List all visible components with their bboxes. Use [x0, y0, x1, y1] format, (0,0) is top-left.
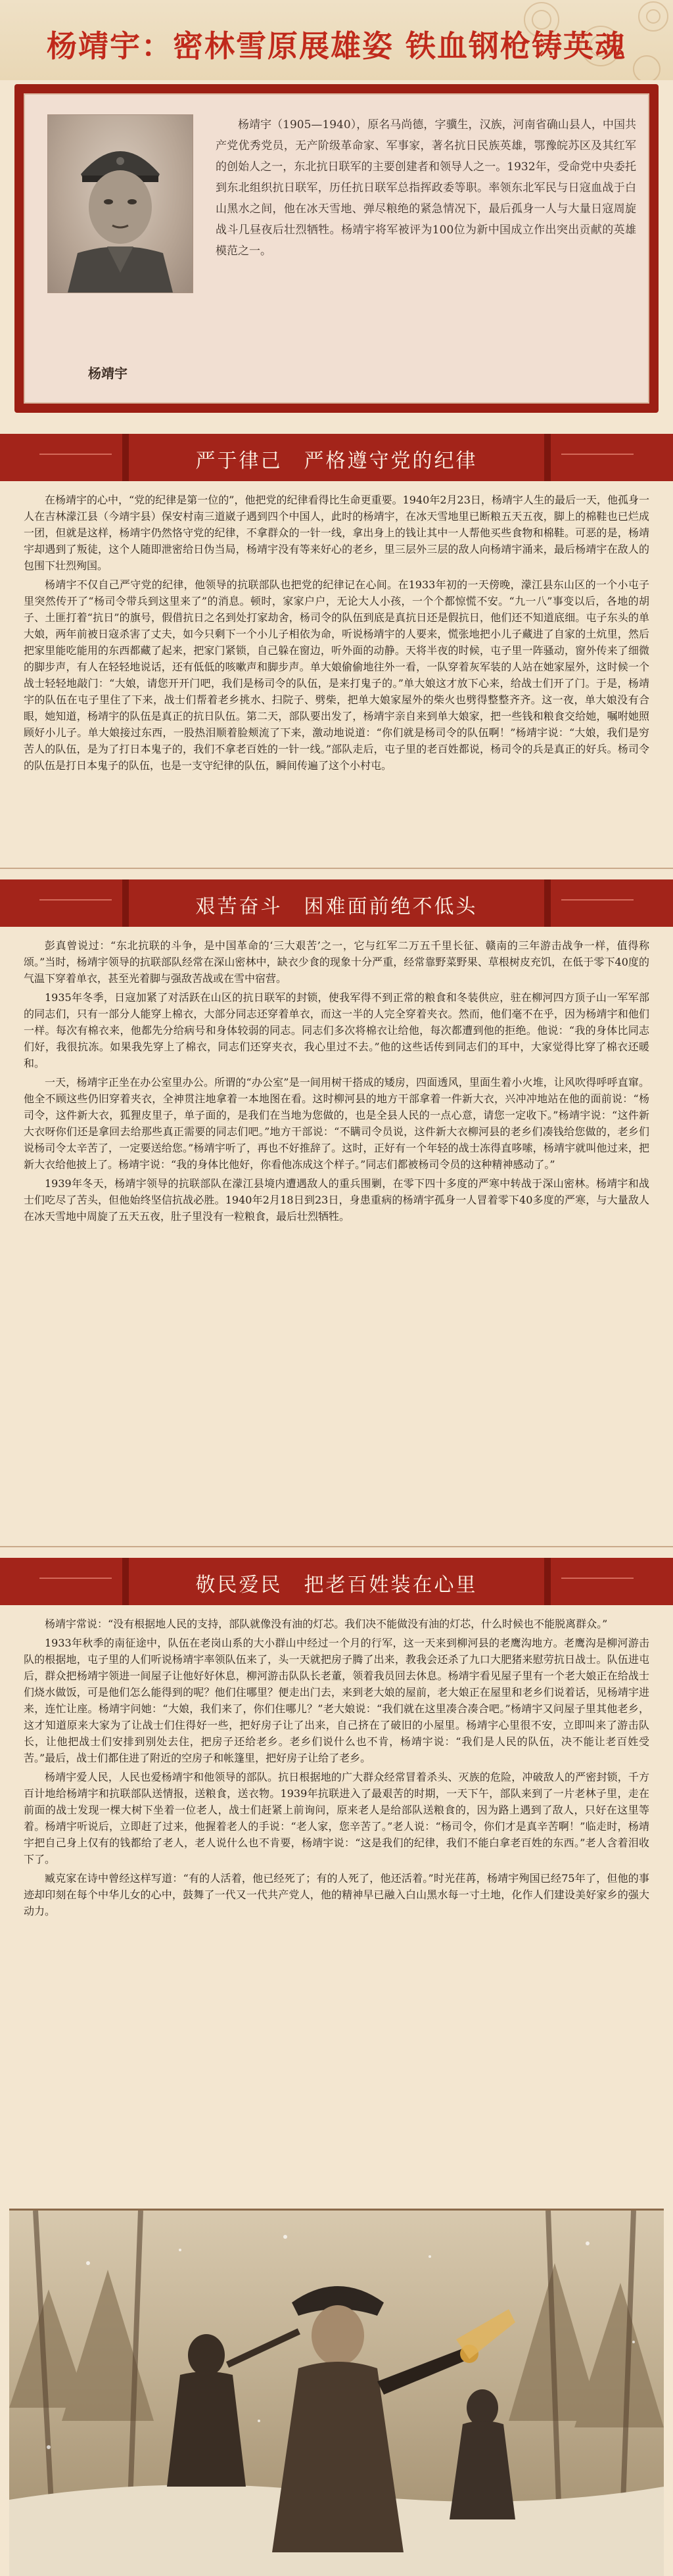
- paragraph: 杨靖宇不仅自己严守党的纪律，他领导的抗联部队也把党的纪律记在心间。在1933年初的一天傍晚，濛江县东山区的一个小屯子里突然传开了“杨司令带兵到这里来了”的消息。顿时，家家户户，无论大人小孩，一个个都惊慌不安。“九一八”事变以后，各地的胡子、土匪打着“抗日”的旗号，假借抗日之名到处打家劫舍，杨司令的队伍到底是真抗日还是假抗日，他们还不知道底细。屯子东头的单大娘，两年前被日寇杀害了丈夫，如今只剩下一个小儿子相依为命，听说杨靖宇的人要来，慌张地把小儿子藏进了自家的土炕里，然后把家里能吃能用的东西都藏了起来，把家门紧锁，自己躲在窗边，听外面的动静。天将半夜的时候，屯子里一阵骚动，窗外传来了细微的脚步声，有人在轻轻地说话，还有低低的咳嗽声和脚步声。单大娘偷偷地往外一看，一队穿着灰军装的人站在她家屋外，这时候一个战士轻轻地敲门：“大娘，请您开开门吧，我们是杨司令的队伍，是来打鬼子的。”单大娘这才放下心来，给战士们开了门。于是，杨靖宇的队伍在屯子里住了下来，战士们帮着老乡挑水、扫院子、劈柴，把单大娘家屋外的柴火也劈得整整齐齐。这一夜，单大娘没有合眼，她知道，杨靖宇的队伍是真正的抗日队伍。第二天，部队要出发了，杨靖宇亲自来到单大娘家，把一些钱和粮食交给她，嘱咐她照顾好小儿子。单大娘接过东西，一股热泪顺着脸颊流了下来，激动地说道：“你们就是杨司令的队伍啊！”杨靖宇说：“大娘，我们是穷苦人的队伍，是为了打日本鬼子的，我们不拿老百姓的一针一线。”部队走后，屯子里的老百姓都说，杨司令的兵是真正的好兵。杨司令的队伍是打日本鬼子的队伍，也是一支守纪律的队伍，瞬间传遍了这个小村屯。: [24, 578, 649, 772]
- bio-card: [14, 84, 659, 413]
- banner-deco-right: [561, 899, 634, 901]
- section-banner-discipline: [0, 434, 673, 481]
- portrait-caption: 杨靖宇: [88, 365, 128, 381]
- paragraph: 彭真曾说过：“东北抗联的斗争，是中国革命的‘三大艰苦’之一，它与红军二万五千里长征、赣南的三年游击战争一样，值得称颂。”当时，杨靖宇领导的抗联部队经常在深山密林中，缺衣少食的现象十分严重，经常靠野菜野果、草根树皮充饥，在低于零下40度的气温下穿着单衣，甚至光着脚与强敌苦战或在雪中宿营。: [24, 939, 649, 985]
- section-banner-people: [0, 1558, 673, 1605]
- paragraph: 1939年冬天，杨靖宇领导的抗联部队在濛江县境内遭遇敌人的重兵围剿，在零下四十多度的严寒中转战于深山密林。杨靖宇和战士们吃尽了苦头，但他始终坚信抗战必胜。1940年2月18日到23日，身患重病的杨靖宇孤身一人冒着零下40多度的严寒，与大量敌人在冰天雪地中周旋了五天五夜，肚子里没有一粒粮食，最后壮烈牺牲。: [24, 1177, 649, 1223]
- bio-text: 杨靖宇（1905—1940），原名马尚德，字骥生，汉族，河南省确山县人，中国共产党优秀党员，无产阶级革命家、军事家，著名抗日民族英雄，鄂豫皖苏区及其红军的创始人之一，东北抗日联军的主要创建者和领导人之一。1932年，受命党中央委托到东北组织抗日联军，历任抗日联军总指挥政委等职。率领东北军民与日寇血战于白山黑水之间，他在冰天雪地、弹尽粮绝的紧急情况下，最后孤身一人与大量日寇周旋战斗几昼夜后壮烈牺牲。杨靖宇将军被评为100位为新中国成立作出突出贡献的英雄模范之一。: [216, 118, 636, 258]
- bio-card-inner: [24, 93, 649, 404]
- banner-deco-right: [561, 1578, 634, 1579]
- section-divider: [0, 1546, 673, 1547]
- paragraph: 杨靖宇常说：“没有根据地人民的支持，部队就像没有油的灯芯。我们决不能做没有油的灯芯，什么时候也不能脱离群众。”: [45, 1618, 608, 1630]
- page-title: 杨靖宇：密林雪原展雄姿 铁血钢枪铸英魂: [46, 28, 626, 64]
- section-body-discipline: [24, 492, 649, 860]
- section-title: 艰苦奋斗 困难面前绝不低头: [195, 895, 478, 918]
- paragraph: 1933年秋季的南征途中，队伍在老岗山系的大小群山中经过一个月的行军，这一天来到柳河县的老鹰沟地方。老鹰沟是柳河游击队的根据地，屯子里的人们听说杨靖宇率领队伍来了，头一天就把房子腾了出来，教我会还杀了九口大肥猪来慰劳抗日战士。队伍进屯后，群众把杨靖宇领进一间屋子让他好好休息，柳河游击队队长老董，领着我员回去休息。杨靖宇看见屋子里有一个老大娘正在给战士们烧水做饭，可是他们怎么能得到的呢？他们住哪里？便走出门去，来到老大娘的屋前，老大娘正在屋里和老乡们说着话，见杨靖宇进来，连忙让座。杨靖宇问她：“大娘，我们来了，你们住哪儿？”老大娘说：“我们就在这里凑合凑合吧。”杨靖宇又问屋子里其他老乡，这才知道原来大家为了让战士们住得好一些，把好房子让了出来，自己挤在了破旧的小屋里。杨靖宇心里很不安，立即叫来了游击队长，让他把战士们安排到别处去住，把房子还给老乡。老乡们说什么也不肯，杨靖宇说：“我们是人民的队伍，决不能让老百姓受苦。”最后，战士们都住进了附近的空房子和帐篷里，把好房子让给了老乡。: [24, 1637, 649, 1764]
- header: [0, 0, 673, 80]
- banner-bar-right: [544, 879, 551, 927]
- bottom-painting: [9, 2209, 664, 2576]
- banner-deco-right: [561, 454, 634, 455]
- section-divider: [0, 868, 673, 869]
- section-body-people: [24, 1616, 649, 2202]
- paragraph: 1935年冬季，日寇加紧了对活跃在山区的抗日联军的封锁，使我军得不到正常的粮食和冬装供应，驻在柳河四方顶子山一军军部的同志们，只有一部分人能穿上棉衣，大部分同志还穿着单衣，而这一半的人完全穿着夹衣。然而，他们毫不在乎，因为杨靖宇和他们一样。每次有棉衣来，他都先分给病号和身体较弱的同志。同志们多次将棉衣让给他，每次都遭到他的拒绝。他说：“我的身体比同志们好，我很抗冻。如果我先穿上了棉衣，同志们还穿夹衣，我心里过不去。”他的这些话传到同志们的耳中，大家觉得比穿了棉衣还暖和。: [24, 991, 649, 1069]
- paragraph: 在杨靖宇的心中，“党的纪律是第一位的”，他把党的纪律看得比生命更重要。1940年2月23日，杨靖宇人生的最后一天，他孤身一人在吉林濛江县（今靖宇县）保安村南三道崴子遇到四个中国人，此时的杨靖宇，在冰天雪地里已断粮五天五夜，脚上的棉鞋也已烂成一团，但就是这样，杨靖宇仍然恪守党的纪律，不拿群众的一针一线，拿出身上的钱让其中一人帮他买些食物和棉鞋。可恶的是，杨靖宇却遇到了叛徒，这个人随即泄密给日伪当局，杨靖宇没有等来好心的老乡，里三层外三层的敌人向杨靖宇涌来，最后杨靖宇在敌人的包围下壮烈殉国。: [24, 494, 649, 572]
- paragraph: 杨靖宇爱人民，人民也爱杨靖宇和他领导的部队。抗日根据地的广大群众经常冒着杀头、灭族的危险，冲破敌人的严密封锁，千方百计地给杨靖宇和抗联部队送情报，送粮食，送衣物。1939年抗联进入了最艰苦的时期，一天下午，部队来到了一片老林子里，走在前面的战士发现一棵大树下坐着一位老人，战士们赶紧上前询问，原来老人是给部队送粮食的，因为路上遇到了敌人，只好在这里等着。杨靖宇听说后，立即赶了过来，他握着老人的手说：“老人家，您辛苦了。”老人说：“杨司令，你们才是真辛苦啊！”临走时，杨靖宇把自己身上仅有的钱都给了老人，老人说什么也不肯要，杨靖宇说：“这是我们的纪律，我们不能白拿老百姓的东西。”老人含着泪收下了。: [24, 1771, 649, 1865]
- paragraph: 一天，杨靖宇正坐在办公室里办公。所谓的“办公室”是一间用树干搭成的矮房，四面透风，里面生着小火堆，让风吹得呼呼直窜。他全不顾这些仍旧穿着夹衣，全神贯注地拿着一本地图在看。这时柳河县的地方干部拿着一件新大衣，兴冲冲地站在他的面前说：“杨司令，这件新大衣，狐狸皮里子，单子面的，是我们在当地为您做的，也是全县人民的一点心意，请您一定收下。”杨靖宇说：“这件新大衣呀你们还是拿回去给那些真正需要的同志们吧。”地方干部说：“不瞒司令员说，这件新大衣柳河县的老乡们凑钱给您做的，老乡们说杨司令太辛苦了，一定要送给您。”杨靖宇听了，再也不好推辞了。这时，正好有一个年轻的战士冻得直哆嗦，杨靖宇就叫他过来，把新大衣给他披上了。杨靖宇说：“我的身体比他好，你看他冻成这个样子。”同志们都被杨司令员的这种精神感动了。”: [24, 1076, 649, 1171]
- banner-bar-right: [544, 434, 551, 481]
- section-title: 严于律己 严格遵守党的纪律: [195, 450, 478, 473]
- section-body-hardship: [24, 937, 649, 1539]
- portrait-photo: [47, 114, 193, 293]
- section-title: 敬民爱民 把老百姓装在心里: [195, 1574, 478, 1597]
- paragraph: 臧克家在诗中曾经这样写道：“有的人活着，他已经死了；有的人死了，他还活着。”时光荏苒，杨靖宇殉国已经75年了，但他的事迹却印刻在每个中华儿女的心中，鼓舞了一代又一代共产党人，他的精神早已融入白山黑水每一寸土地，化作人们建设美好家乡的强大动力。: [24, 1872, 649, 1917]
- section-banner-hardship: [0, 879, 673, 927]
- banner-bar-right: [544, 1558, 551, 1605]
